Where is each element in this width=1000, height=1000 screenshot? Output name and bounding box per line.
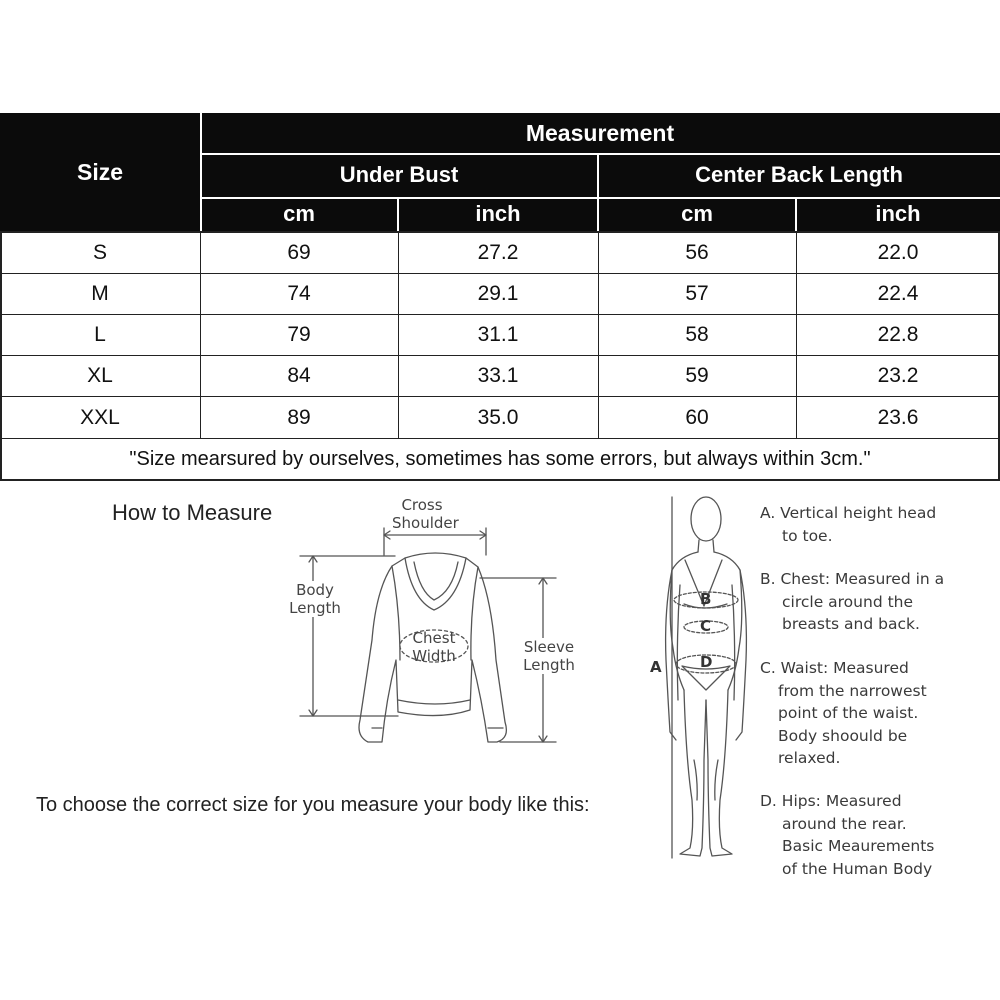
measurement-header-label: Measurement — [525, 119, 675, 146]
size-cell: XL — [87, 364, 113, 387]
size-header-label: Size — [76, 158, 124, 185]
value-cell: 74 — [287, 282, 311, 305]
label-line: Shoulder — [392, 514, 459, 532]
chest-marker-label: B — [700, 590, 712, 608]
legend-line: Body shoould be — [778, 726, 908, 745]
value-cell: 56 — [685, 241, 709, 264]
under-bust-label: Under Bust — [339, 162, 459, 187]
legend-line: relaxed. — [778, 749, 841, 767]
legend-item-height — [760, 502, 936, 547]
legend-line: around the rear. — [782, 814, 907, 833]
label-line: Length — [523, 656, 575, 674]
hip-marker-label: D — [700, 653, 713, 671]
legend-item-waist — [760, 657, 927, 770]
value-cell: 22.0 — [877, 241, 919, 264]
label-line: Body — [296, 581, 334, 599]
label-line: Cross — [401, 496, 443, 514]
value-cell: 35.0 — [477, 405, 519, 429]
legend-line: Basic Meaurements — [782, 837, 935, 855]
legend-line: of the Human Body — [782, 859, 933, 878]
legend-line: D. Hips: Measured — [760, 792, 902, 810]
value-cell: 59 — [685, 364, 709, 387]
legend-item-chest — [760, 568, 944, 636]
value-cell: 22.8 — [877, 323, 919, 346]
value-cell: 58 — [685, 323, 709, 346]
center-back-length-label: Center Back Length — [695, 162, 903, 187]
legend-item-hips — [760, 790, 934, 880]
value-cell: 23.6 — [877, 405, 919, 429]
value-cell: 33.1 — [477, 364, 519, 387]
value-cell: 84 — [287, 364, 311, 387]
value-cell: 27.2 — [477, 241, 519, 264]
measurement-note: "Size mearsured by ourselves, sometimes has some errors, but always within 3cm." — [129, 447, 871, 470]
value-cell: 23.2 — [877, 364, 919, 387]
legend-line: A. Vertical height head — [760, 504, 937, 522]
size-cell: S — [92, 241, 107, 264]
waist-marker-label: C — [700, 617, 712, 635]
value-cell: 79 — [287, 323, 311, 346]
how-to-measure-title: How to Measure — [112, 500, 273, 525]
value-cell: 29.1 — [477, 282, 519, 305]
label-line: Width — [412, 647, 456, 665]
size-cell: XXL — [80, 405, 120, 429]
legend-line: breasts and back. — [782, 615, 920, 633]
choose-size-instruction: To choose the correct size for you measure your body like this: — [36, 794, 590, 816]
size-cell: M — [91, 282, 109, 305]
value-cell: 89 — [287, 405, 311, 429]
unit-label: cm — [283, 201, 315, 226]
size-cell: L — [94, 323, 106, 346]
value-cell: 57 — [685, 282, 709, 305]
legend-line: from the narrowest — [778, 681, 927, 700]
legend-line: to toe. — [782, 526, 833, 545]
unit-label: inch — [475, 201, 521, 226]
value-cell: 69 — [287, 241, 311, 264]
unit-label: inch — [875, 201, 921, 226]
legend-line: point of the waist. — [778, 704, 919, 722]
legend-line: C. Waist: Measured — [760, 659, 909, 677]
height-marker-label: A — [650, 658, 662, 676]
legend-line: circle around the — [782, 592, 914, 611]
unit-label: cm — [681, 201, 713, 226]
legend-line: B. Chest: Measured in a — [760, 570, 945, 588]
value-cell: 22.4 — [877, 282, 919, 305]
label-line: Chest — [412, 629, 456, 647]
value-cell: 60 — [685, 405, 709, 429]
label-line: Sleeve — [523, 638, 575, 656]
label-line: Length — [289, 599, 341, 617]
value-cell: 31.1 — [477, 323, 519, 346]
